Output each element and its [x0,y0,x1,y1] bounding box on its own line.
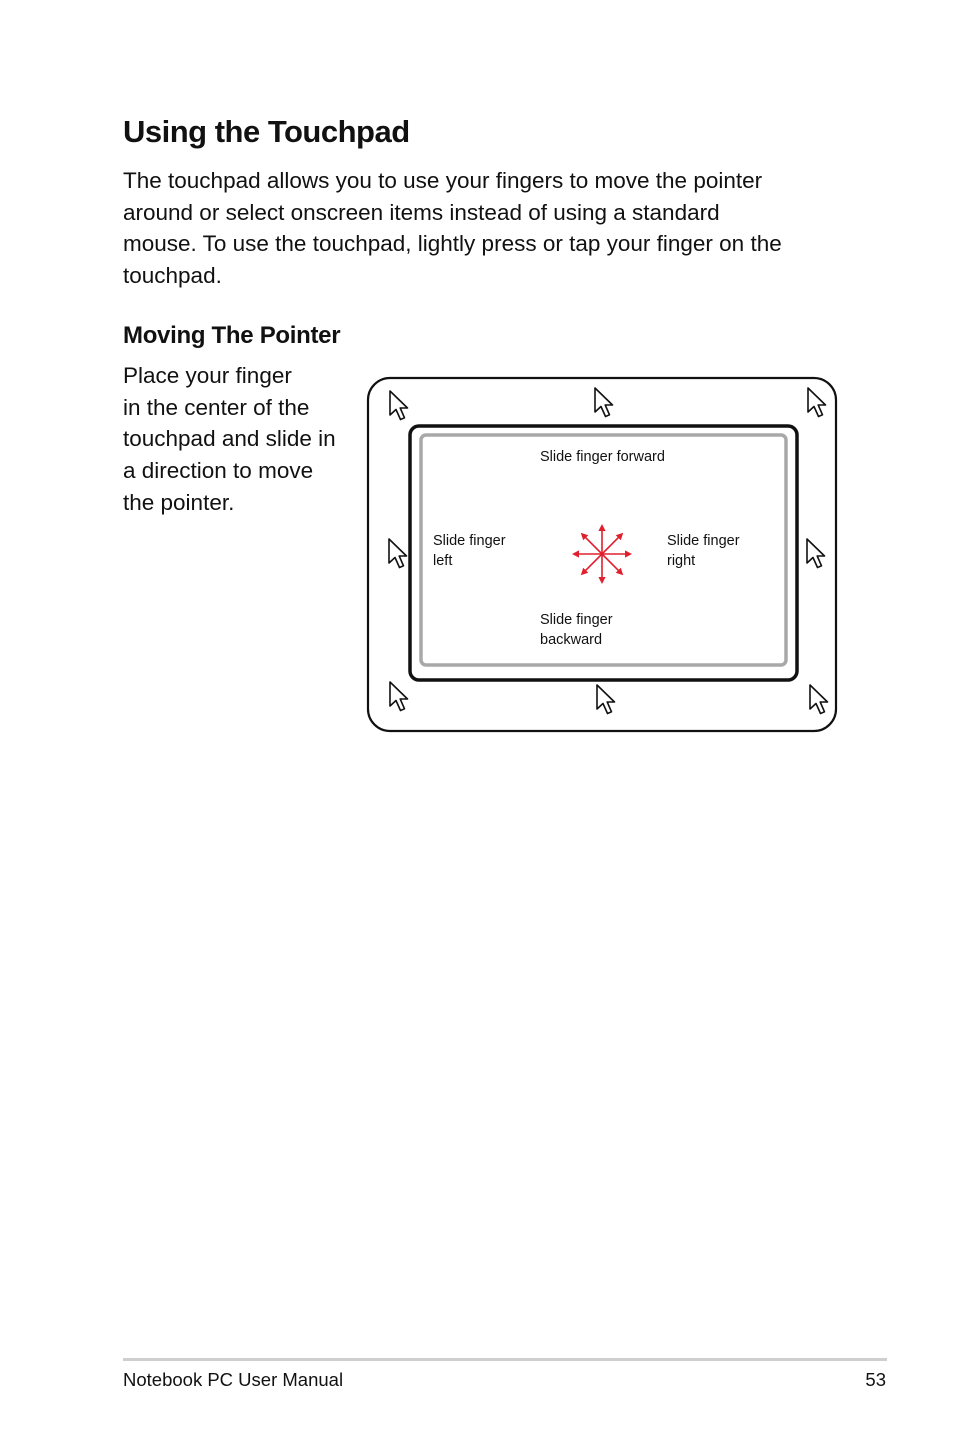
page-number: 53 [865,1369,886,1390]
label-left-line: left [433,553,453,569]
instruction-line: touchpad and slide in [123,426,336,452]
instruction-line: a direction to move [123,458,314,484]
label-backward-line: Slide finger [540,612,613,628]
label-right [667,531,740,571]
label-backward-line: backward [540,632,603,648]
label-left [433,531,506,571]
intro-line: mouse. To use the touchpad, lightly press or tap your finger on the [123,231,782,257]
label-left-line: Slide finger [433,533,506,549]
intro-line: The touchpad allows you to use your fingers to move the pointer [123,168,763,193]
touchpad-diagram [364,374,840,736]
page-title: Using the Touchpad [123,114,410,149]
label-forward: Slide finger forward [540,449,665,465]
label-right-line: right [667,553,696,569]
footer-manual-title: Notebook PC User Manual [123,1369,344,1390]
instruction-paragraph [123,360,363,519]
intro-paragraph [123,165,823,292]
instruction-line: the pointer. [123,489,235,515]
instruction-line: in the center of the [123,394,310,420]
section-heading: Moving The Pointer [123,322,341,349]
direction-arrows-icon [572,524,632,584]
instruction-line: Place your finger [123,363,292,388]
intro-line: around or select onscreen items instead of using a standard [123,199,720,225]
label-backward [540,610,613,650]
label-right-line: Slide finger [667,533,740,549]
footer-divider [123,1358,887,1361]
intro-line: touchpad. [123,263,222,289]
